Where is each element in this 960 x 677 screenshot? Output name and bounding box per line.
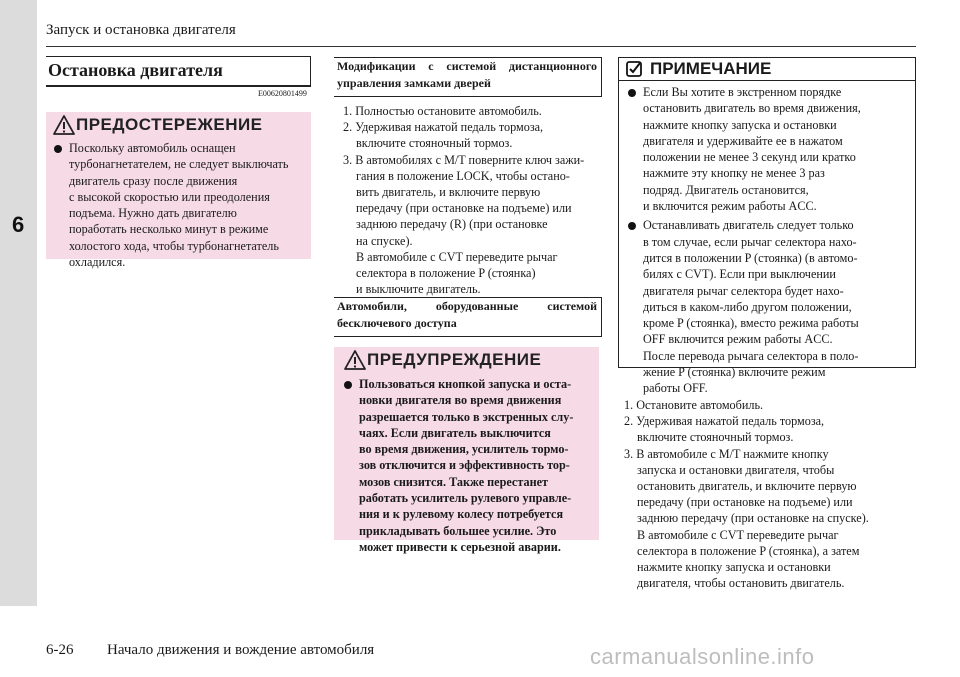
- remote-heading-line: управления замками дверей: [337, 76, 491, 90]
- warning-line: Пользоваться кнопкой запуска и оста-: [359, 377, 572, 391]
- caution-line: турбонагнетателем, не следует выключать: [69, 157, 289, 172]
- remote-heading-line: Модификации с системой дистанционного: [337, 59, 597, 73]
- caution-label: ПРЕДОСТЕРЕЖЕНИЕ: [76, 115, 263, 134]
- warning-line: чаях. Если двигатель выключится: [359, 425, 551, 440]
- note-line: и включится режим работы ACC.: [643, 199, 817, 214]
- remote-step-line: 1. Полностью остановите автомобиль.: [343, 104, 542, 118]
- remote-step-line: В автомобиле с CVT переведите рычаг: [356, 249, 558, 264]
- note-line: работы OFF.: [643, 381, 708, 396]
- page-number: 6-26: [46, 642, 74, 658]
- caution-line: Поскольку автомобиль оснащен: [69, 141, 236, 155]
- note-line: Останавливать двигатель следует только: [643, 218, 854, 233]
- note-item: [628, 217, 911, 396]
- keyless-step-line: 2. Удерживая нажатой педаль тормоза,: [624, 414, 825, 429]
- remote-step-line: передачу (при остановке на подъеме) или: [356, 201, 572, 216]
- warning-triangle-icon: [344, 350, 366, 370]
- warning-line: разрешается только в экстренных слу-: [359, 409, 574, 424]
- page-header-title: Запуск и остановка двигателя: [46, 22, 236, 38]
- keyless-step-line: В автомобиле с CVT переведите рычаг: [637, 527, 839, 542]
- note-line: в том случае, если рычаг селектора нахо-: [643, 234, 857, 249]
- keyless-step-line: нажмите кнопку запуска и остановки: [637, 560, 831, 575]
- caution-text: [54, 140, 307, 270]
- warning-triangle-icon: [53, 115, 75, 135]
- warning-header: [334, 347, 599, 373]
- note-header: [619, 58, 915, 81]
- header-divider: [46, 46, 916, 47]
- chapter-number: 6: [12, 212, 25, 237]
- note-line: билях с CVT). Если при выключении: [643, 267, 836, 282]
- keyless-step-line: 1. Остановите автомобиль.: [624, 398, 764, 412]
- note-line: Если Вы хотите в экстренном порядке: [643, 85, 842, 99]
- watermark: carmanualsonline.info: [590, 644, 815, 669]
- bullet-icon: [628, 89, 636, 97]
- note-line: подряд. Двигатель остановится,: [643, 182, 809, 197]
- caution-header: [46, 112, 311, 138]
- note-line: двигателя и удерживайте ее в нажатом: [643, 133, 843, 148]
- keyless-step-line: двигателя, чтобы остановить двигатель.: [637, 576, 845, 591]
- note-box: [618, 57, 916, 396]
- caution-box: [46, 112, 311, 270]
- warning-line: зов отключится и эффективность тор-: [359, 458, 570, 473]
- keyless-steps: [624, 397, 869, 591]
- caution-line: подъема. Нужно дать двигателю: [69, 206, 237, 221]
- keyless-step-line: запуска и остановки двигателя, чтобы: [637, 462, 835, 477]
- keyless-heading: [334, 297, 602, 337]
- remote-heading: [334, 57, 602, 97]
- keyless-step-line: передачу (при остановке на подъеме) или: [637, 495, 853, 510]
- keyless-heading-line: бесключевого доступа: [337, 316, 457, 330]
- warning-line: новки двигателя во время движения: [359, 393, 562, 408]
- checkmark-icon: [626, 61, 642, 77]
- note-line: OFF включится режим работы ACC.: [643, 332, 833, 347]
- caution-line: охладился.: [69, 255, 126, 270]
- note-line: диться в каком-либо другом положении,: [643, 299, 852, 314]
- warning-label: ПРЕДУПРЕЖДЕНИЕ: [367, 350, 542, 369]
- bullet-icon: [628, 222, 636, 230]
- remote-step-line: заднюю передачу (R) (при остановке: [356, 217, 548, 232]
- caution-item: [54, 140, 307, 270]
- warning-line: работать усилитель рулевого управле-: [359, 491, 572, 506]
- warning-item: [344, 376, 595, 555]
- note-line: остановить двигатель во время движения,: [643, 101, 861, 116]
- note-line: двигателя рычаг селектора будет нахо-: [643, 283, 844, 298]
- note-line: кроме P (стоянка), вместо режима работы: [643, 316, 859, 331]
- note-text: [628, 84, 911, 397]
- remote-step-line: 2. Удерживая нажатой педаль тормоза,: [343, 120, 544, 135]
- bullet-icon: [54, 145, 62, 153]
- caution-line: двигатель сразу после движения: [69, 173, 238, 188]
- remote-step-line: гания в положение LOCK, чтобы остано-: [356, 168, 570, 183]
- keyless-step-line: остановить двигатель, и включите первую: [637, 479, 857, 494]
- note-line: После перевода рычага селектора в поло-: [643, 348, 859, 363]
- warning-text: [344, 376, 595, 555]
- caution-line: холостого хода, чтобы турбонагнетатель: [69, 238, 279, 253]
- caution-line: поработать несколько минут в режиме: [69, 222, 269, 237]
- remote-step-line: вить двигатель, и включите первую: [356, 185, 541, 200]
- note-item: [628, 84, 911, 214]
- remote-step-line: и выключите двигатель.: [356, 282, 481, 297]
- note-line: дится в положении P (стоянка) (в автомо-: [643, 250, 858, 265]
- keyless-step-line: 3. В автомобиле с M/T нажмите кнопку: [624, 446, 829, 461]
- remote-step-line: на спуске).: [356, 233, 413, 248]
- warning-box: [334, 347, 599, 554]
- section-title-box: [46, 56, 311, 87]
- note-line: жение P (стоянка) включите режим: [643, 365, 826, 380]
- keyless-step-line: заднюю передачу (при остановке на спуске).: [637, 511, 869, 526]
- keyless-heading-line: Автомобили, оборудованные системой: [337, 299, 597, 313]
- section-title: Остановка двигателя: [48, 60, 223, 80]
- chapter-side-tab: [0, 0, 37, 606]
- note-label: ПРИМЕЧАНИЕ: [650, 59, 772, 78]
- note-line: нажмите кнопку запуска и остановки: [643, 117, 837, 132]
- remote-step-line: включите стояночный тормоз.: [356, 136, 513, 151]
- warning-line: может привести к серьезной аварии.: [359, 539, 561, 554]
- warning-line: мозов снизится. Также перестанет: [359, 474, 548, 489]
- warning-line: ния и к рулевому колесу потребуется: [359, 507, 564, 522]
- warning-line: во время движения, усилитель тормо-: [359, 442, 569, 457]
- section-code: E00620801499: [258, 89, 307, 98]
- bullet-icon: [344, 381, 352, 389]
- note-line: нажмите эту кнопку не менее 3 раз: [643, 166, 825, 181]
- remote-step-line: селектора в положение P (стоянка): [356, 266, 536, 281]
- note-line: положении не менее 3 секунд или кратко: [643, 150, 856, 165]
- remote-step-line: 3. В автомобилях с M/T поверните ключ зажи-: [343, 152, 585, 167]
- keyless-step-line: селектора в положение P (стоянка), а затем: [637, 543, 860, 558]
- footer-chapter-title: Начало движения и вождение автомобиля: [107, 642, 375, 658]
- warning-line: прикладывать большее усилие. Это: [359, 523, 557, 538]
- remote-steps: [343, 103, 584, 297]
- keyless-step-line: включите стояночный тормоз.: [637, 430, 794, 445]
- caution-line: с высокой скоростью или преодоления: [69, 189, 270, 204]
